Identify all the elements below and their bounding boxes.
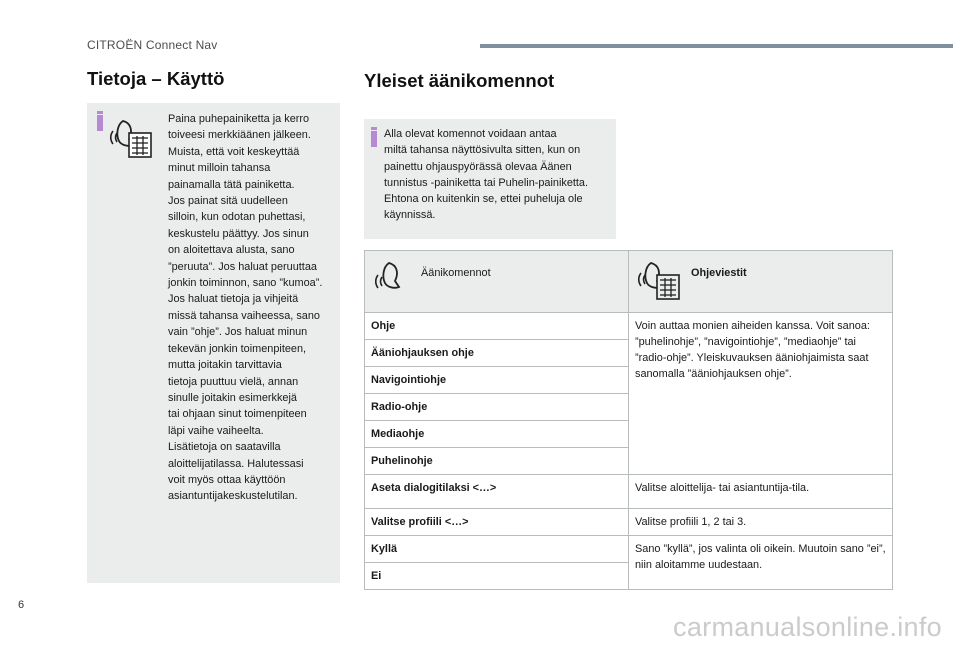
table-row [365,536,893,563]
voice-keypad-icon [637,259,683,305]
table-header-commands [365,251,629,313]
message-cell: Sano ”kyllä”, jos valinta oli oikein. Muutoin sano ”ei”, niin aloitamme uudestaan. [629,536,893,590]
watermark: carmanualsonline.info [673,612,942,642]
info-marker-dot [97,111,103,114]
table-row [365,509,893,536]
table-row [365,475,893,509]
command-cell: Navigointiohje [365,367,629,394]
command-cell: Valitse profiili <…> [365,509,629,536]
right-info-text: Alla olevat komennot voidaan antaa miltä tahansa näyttösivulta sitten, kun on painettu ohjauspyörässä olevaa Äänen tunnistus -painiketta tai Puhelin-painiketta. Ehtona on kuitenkin se, ettei puheluja ole käynnissä. [384,128,589,222]
command-cell: Puhelinohje [365,448,629,475]
command-cell: Aseta dialogitilaksi <…> [365,475,629,509]
left-info-panel [87,103,340,583]
right-info-panel [364,119,616,239]
command-cell: Ohje [365,313,629,340]
page-number: 6 [18,599,25,611]
left-section-title: Tietoja – Käyttö [87,68,225,89]
voice-keypad-icon [109,115,155,161]
command-cell: Radio-ohje [365,394,629,421]
voice-commands-table [364,250,893,590]
header-bar [480,44,953,48]
table-header-row [365,251,893,313]
message-cell: Voin auttaa monien aiheiden kanssa. Voit sanoa: ”puhelinohje”, ”navigointiohje”, ”mediaohje” tai ”radio-ohje”. Yleiskuvauksen ääniohjaimista saat sanomalla ”ääniohjauksen ohje”. [629,313,893,475]
command-cell: Mediaohje [365,421,629,448]
left-info-text: Paina puhepainiketta ja kerro toiveesi merkkiäänen jälkeen. Muista, että voit keskeyttää minut milloin tahansa painamalla tätä painiketta. Jos painat sitä uudelleen silloin, kun odotan puhettasi, keskustelu päättyy. Jos sinun on aloitettava alusta, sano ”peruuta”. Jos haluat peruuttaa jonkin toiminnon, sano ”kumoa”. Jos haluat tietoja ja vihjeitä missä tahansa vaiheessa, sano vain ”ohje”. Jos haluat minun tekevän jonkin toimenpiteen, mutta joitakin tarvittavia tietoja puuttuu vielä, annan sinulle joitakin esimerkkejä tai ohjaan sinut toimenpiteen läpi vaihe vaiheelta. Lisätietoja on saatavilla aloittelijatilassa. Halutessasi voit myös ottaa käyttöön asiantuntijakeskustelutilan. [168,113,323,503]
command-cell: Ääniohjauksen ohje [365,340,629,367]
command-cell: Ei [365,563,629,590]
messages-header-label: Ohjeviestit [691,267,747,279]
table-row [365,313,893,340]
command-cell: Kyllä [365,536,629,563]
voice-icon [373,259,409,299]
right-section-title: Yleiset äänikomennot [364,70,555,91]
table-header-messages [629,251,893,313]
message-cell: Valitse profiili 1, 2 tai 3. [629,509,893,536]
info-marker [371,131,377,147]
info-marker-dot [371,127,377,130]
info-marker [97,115,103,131]
header-brand: CITROËN Connect Nav [87,38,218,52]
message-cell: Valitse aloittelija- tai asiantuntija-tila. [629,475,893,509]
commands-header-label: Äänikomennot [421,267,491,279]
